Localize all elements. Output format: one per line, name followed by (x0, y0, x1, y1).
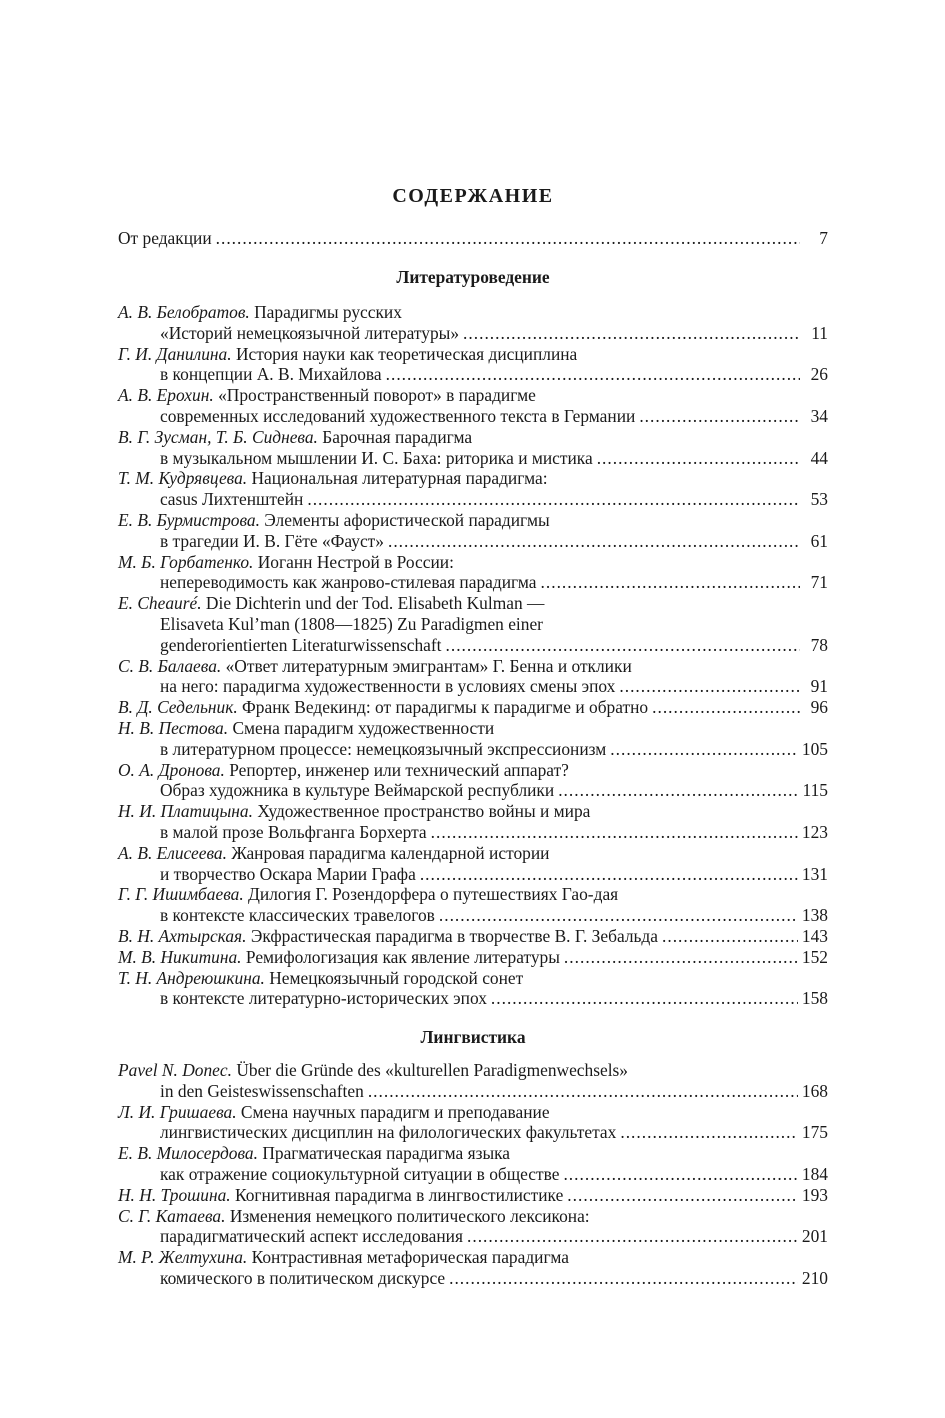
intro-entry (118, 228, 828, 249)
page-number: 78 (810, 634, 828, 655)
dot-leader (449, 1268, 798, 1289)
toc-entry (118, 1206, 828, 1248)
entry-title: современных исследований художественного текста в Германии (160, 405, 636, 426)
toc-entry (118, 697, 828, 718)
page-number: 152 (801, 946, 828, 967)
toc-line (118, 1143, 828, 1164)
toc-line (118, 364, 828, 385)
entry-author: Н. И. Платицына. (118, 801, 253, 822)
toc-entry (118, 760, 828, 802)
entry-title: Смена парадигм художественности (232, 717, 495, 738)
toc-line (118, 228, 828, 249)
toc-entry (118, 884, 828, 926)
page-number: 115 (802, 780, 828, 801)
dot-leader (368, 1081, 798, 1102)
toc-line (118, 822, 828, 843)
dot-leader (619, 676, 800, 697)
toc-line (118, 1102, 828, 1123)
toc-line (118, 780, 828, 801)
dot-leader (491, 988, 798, 1009)
section-entries (118, 302, 828, 1009)
toc-entry (118, 344, 828, 386)
toc-line (118, 656, 828, 677)
entry-title: лингвистических дисциплин на филологических факультетах (160, 1122, 617, 1143)
toc-line (118, 739, 828, 760)
dot-leader (662, 926, 798, 947)
entry-title: Немецкоязычный городской сонет (269, 967, 524, 988)
entry-title: Прагматическая парадигма языка (262, 1143, 511, 1164)
entry-title: в контексте литературно-исторических эпох (160, 988, 487, 1009)
page-number: 158 (801, 988, 828, 1009)
dot-leader (420, 864, 798, 885)
toc-line (118, 760, 828, 781)
page-number: 138 (801, 905, 828, 926)
toc-line (118, 468, 828, 489)
toc-entry (118, 593, 828, 655)
section-heading: Литературоведение (396, 267, 550, 287)
entry-author: Н. Н. Трошина. (118, 1184, 231, 1205)
entry-author: Т. М. Кудрявцева. (118, 468, 248, 489)
dot-leader (388, 531, 800, 552)
page-number: 193 (801, 1184, 828, 1205)
entry-title: Изменения немецкого политического лексикона: (229, 1205, 590, 1226)
toc-entry (118, 947, 828, 968)
toc-entry (118, 427, 828, 469)
toc-line (118, 302, 828, 323)
entry-author: М. Р. Желтухина. (118, 1247, 248, 1268)
entry-author: М. В. Никитина. (118, 946, 242, 967)
entry-author: Л. И. Гришаева. (118, 1101, 237, 1122)
toc-entry (118, 926, 828, 947)
entry-title: История науки как теоретическая дисциплина (235, 343, 578, 364)
dot-leader (541, 572, 800, 593)
entry-title: парадигматический аспект исследования (160, 1226, 463, 1247)
dot-leader (216, 228, 800, 249)
entry-title: как отражение социокультурной ситуации в обществе (160, 1163, 560, 1184)
dot-leader (639, 406, 800, 427)
dot-leader (652, 697, 800, 718)
dot-leader (597, 448, 800, 469)
toc-entry (118, 1247, 828, 1289)
toc-line (118, 427, 828, 448)
page-number: 91 (810, 676, 828, 697)
entry-title: Франк Ведекинд: от парадигмы к парадигме и обратно (242, 697, 649, 718)
toc-line (118, 1268, 828, 1289)
toc-entry (118, 843, 828, 885)
entry-title: в трагедии И. В. Гёте «Фауст» (160, 530, 384, 551)
entry-title: Иоганн Нестрой в России: (257, 551, 454, 572)
entry-author: С. Г. Катаева. (118, 1205, 226, 1226)
page-number: 61 (810, 530, 828, 551)
entry-title: «Историй немецкоязычной литературы» (160, 322, 460, 343)
entry-title: Национальная литературная парадигма: (251, 468, 548, 489)
page-title: СОДЕРЖАНИЕ (392, 185, 554, 207)
page-number: 123 (801, 821, 828, 842)
entry-author: E. Cheauré. (118, 593, 202, 614)
toc-line (118, 385, 828, 406)
toc-line (118, 323, 828, 344)
toc-line (118, 593, 828, 614)
entry-title: в контексте классических травелогов (160, 905, 435, 926)
dot-leader (446, 635, 800, 656)
toc-line (118, 552, 828, 573)
toc-entry (118, 968, 828, 1010)
entry-author: В. Н. Ахтырская. (118, 925, 247, 946)
page-number: 71 (810, 572, 828, 593)
entry-title: casus Лихтенштейн (160, 489, 304, 510)
toc-line (118, 635, 828, 656)
entry-title: Контрастивная метафорическая парадигма (251, 1247, 569, 1268)
entry-author: Е. В. Милосердова. (118, 1143, 258, 1164)
entry-title: Парадигмы русских (254, 302, 402, 322)
entry-title: Ремифологизация как явление литературы (245, 946, 560, 967)
entry-author: Pavel N. Donec. (118, 1060, 232, 1080)
entry-title: комического в политическом дискурсе (160, 1267, 446, 1288)
toc-line (118, 406, 828, 427)
entry-title: и творчество Оскара Марии Графа (160, 863, 416, 884)
toc-entry (118, 1060, 828, 1102)
toc-line (118, 676, 828, 697)
toc-line (118, 531, 828, 552)
section-entries (118, 1060, 828, 1289)
toc-line (118, 1206, 828, 1227)
entry-author: В. Г. Зусман, Т. Б. Сиднева. (118, 426, 318, 447)
toc-entry (118, 718, 828, 760)
section-heading: Лингвистика (420, 1027, 526, 1047)
entry-author: В. Д. Седельник. (118, 697, 238, 718)
toc-entry (118, 801, 828, 843)
page-number: 184 (801, 1163, 828, 1184)
toc-line (118, 697, 828, 718)
toc-line (118, 988, 828, 1009)
toc-entry (118, 1185, 828, 1206)
toc-line (118, 801, 828, 822)
dot-leader (439, 905, 798, 926)
page-number: 34 (810, 405, 828, 426)
toc-entry (118, 1143, 828, 1185)
toc-line (118, 572, 828, 593)
toc-line (118, 1060, 828, 1081)
dot-leader (564, 947, 798, 968)
toc-entry (118, 1102, 828, 1144)
entry-title: Elisaveta Kul’man (1808—1825) Zu Paradigmen einer (160, 613, 543, 634)
entry-title: «Пространственный поворот» в парадигме (218, 385, 536, 406)
toc-entry (118, 510, 828, 552)
toc-line (118, 968, 828, 989)
toc-line (118, 448, 828, 469)
entry-author: А. В. Ерохин. (118, 385, 214, 406)
entry-title: Элементы афористической парадигмы (264, 509, 550, 530)
page-number: 201 (801, 1226, 828, 1247)
toc-entry (118, 552, 828, 594)
entry-title: in den Geisteswissenschaften (160, 1080, 364, 1101)
entry-title: От редакции (118, 228, 212, 248)
entry-title: Смена научных парадигм и преподавание (240, 1101, 550, 1122)
entry-author: М. Б. Горбатенко. (118, 551, 254, 572)
entry-title: Художественное пространство войны и мира (257, 801, 591, 822)
entry-title: в малой прозе Вольфганга Борхерта (160, 821, 427, 842)
page-number: 44 (810, 447, 828, 468)
entry-title: genderorientierten Literaturwissenschaft (160, 634, 442, 655)
entry-author: Е. В. Бурмистрова. (118, 509, 260, 530)
entry-title: Образ художника в культуре Веймарской республики (160, 780, 555, 801)
entry-title: Барочная парадигма (322, 426, 473, 447)
entry-author: А. В. Белобратов. (118, 302, 250, 322)
toc-entry (118, 302, 828, 344)
page-number: 53 (810, 489, 828, 510)
entry-author: Н. В. Пестова. (118, 717, 229, 738)
entry-author: А. В. Елисеева. (118, 842, 227, 863)
entry-author: С. В. Балаева. (118, 655, 222, 676)
entry-title: Репортер, инженер или технический аппарат? (229, 759, 569, 780)
entry-title: на него: парадигма художественности в условиях смены эпох (160, 676, 616, 697)
toc-line (118, 489, 828, 510)
page-number: 26 (810, 364, 828, 385)
page-number: 96 (810, 697, 828, 718)
page-number: 11 (811, 322, 828, 343)
entry-title: Экфрастическая парадигма в творчестве В. Г. Зебальда (250, 925, 658, 946)
toc-line (118, 864, 828, 885)
entry-title: Дилогия Г. Розендорфера о путешествиях Гао-дая (248, 884, 619, 905)
entry-title: в литературном процессе: немецкоязычный экспрессионизм (160, 738, 607, 759)
toc-line (118, 510, 828, 531)
entry-author: Г. И. Данилина. (118, 343, 232, 364)
dot-leader (558, 780, 798, 801)
toc-line (118, 884, 828, 905)
toc-line (118, 1185, 828, 1206)
toc-line (118, 1247, 828, 1268)
entry-title: Жанровая парадигма календарной истории (231, 842, 550, 863)
toc-line (118, 905, 828, 926)
entry-title: «Ответ литературным эмигрантам» Г. Бенна и отклики (225, 655, 632, 676)
toc-entry (118, 468, 828, 510)
toc-entry (118, 385, 828, 427)
dot-leader (386, 364, 800, 385)
page-number: 143 (801, 925, 828, 946)
dot-leader (307, 489, 800, 510)
page-number: 105 (801, 738, 828, 759)
toc-line (118, 1164, 828, 1185)
dot-leader (620, 1122, 798, 1143)
dot-leader (563, 1164, 797, 1185)
toc-line (118, 344, 828, 365)
toc-line (118, 843, 828, 864)
entry-title: в концепции А. В. Михайлова (160, 364, 382, 385)
entry-title: Die Dichterin und der Tod. Elisabeth Kulman — (205, 593, 545, 614)
entry-author: О. А. Дронова. (118, 759, 225, 780)
page-number: 210 (801, 1267, 828, 1288)
entry-title: в музыкальном мышлении И. С. Баха: риторика и мистика (160, 447, 593, 468)
toc-line (118, 1226, 828, 1247)
entry-author: Т. Н. Андреюшкина. (118, 967, 265, 988)
entry-author: Г. Г. Ишимбаева. (118, 884, 244, 905)
toc-line (118, 926, 828, 947)
page-number: 131 (801, 863, 828, 884)
toc-line (118, 1081, 828, 1102)
dot-leader (610, 739, 798, 760)
dot-leader (431, 822, 798, 843)
page-number: 168 (801, 1080, 828, 1101)
entry-title: Когнитивная парадигма в лингвостилистике (235, 1184, 564, 1205)
toc-line (118, 1122, 828, 1143)
page-number: 175 (801, 1122, 828, 1143)
dot-leader (463, 323, 800, 344)
page-number: 7 (819, 228, 828, 248)
toc-entry (118, 656, 828, 698)
toc-line (118, 947, 828, 968)
entry-title: непереводимость как жанрово-стилевая парадигма (160, 572, 537, 593)
dot-leader (467, 1226, 798, 1247)
toc-line (118, 614, 828, 635)
entry-title: Über die Gründe des «kulturellen Paradigmenwechsels» (236, 1060, 628, 1080)
dot-leader (567, 1185, 798, 1206)
toc-line (118, 718, 828, 739)
